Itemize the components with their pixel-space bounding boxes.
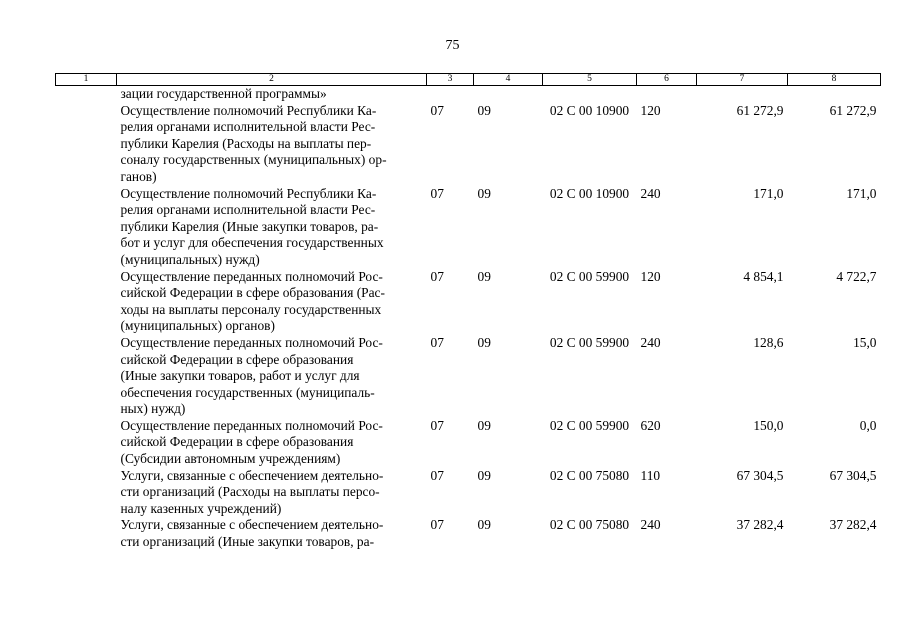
amount-plan: 150,0 [753,417,784,433]
row-number-cell [56,418,117,468]
expense-type: 120 [640,102,661,118]
item-name-line: Осуществление полномочий Республики Ка- [120,102,377,118]
section-code: 07 [430,417,444,433]
item-name [117,269,427,335]
amount-plan: 4 854,1 [743,268,784,284]
item-name-line: сийской Федерации в сфере образования (Рас- [120,285,385,301]
item-name-line: сти организаций (Иные закупки товаров, ра- [120,534,375,550]
item-name [117,517,427,550]
section-code: 07 [430,185,444,201]
amount-approved: 61 272,9 [829,102,877,118]
item-name-line: налу казенных учреждений) [120,500,282,516]
expense-type: 240 [640,185,661,201]
expense-type: 620 [640,417,661,433]
section-code: 07 [430,268,444,284]
target-article: 02 С 00 10900 [549,102,630,118]
expense-type: 240 [640,334,661,350]
item-name-line: (Субсидии автономным учреждениям) [120,451,341,467]
section-code: 07 [430,517,444,533]
item-name-line: сийской Федерации в сфере образования [120,434,354,450]
row-number-cell [56,269,117,335]
row-number-cell [56,335,117,418]
subsection-code: 09 [477,185,491,201]
item-name-line: Осуществление переданных полномочий Рос- [120,268,383,284]
target-article: 02 С 00 10900 [549,185,630,201]
amount-plan: 171,0 [753,185,784,201]
amount-plan: 128,6 [753,334,784,350]
subsection-code: 09 [477,334,491,350]
row-number-cell [56,186,117,269]
amount-approved: 4 722,7 [836,268,877,284]
section-code: 07 [430,467,444,483]
amount-approved: 15,0 [853,334,877,350]
item-name [117,186,427,269]
amount-plan: 67 304,5 [736,467,784,483]
subsection-code: 09 [477,102,491,118]
expense-type: 110 [640,467,661,483]
item-name-line: сти организаций (Расходы на выплаты персо- [120,484,380,500]
table-row [56,335,881,418]
carryover-row [56,86,881,103]
table-row [56,517,881,550]
expense-type: 240 [640,517,661,533]
item-name-line: (муниципальных) органов) [120,318,275,334]
column-header-4: 4 [474,74,543,86]
item-name-line: Осуществление переданных полномочий Рос- [120,417,383,433]
item-name-line: ганов) [120,168,157,184]
column-header-1: 1 [56,74,117,86]
row-number-cell [56,517,117,550]
column-header-2: 2 [117,74,427,86]
column-header-8: 8 [788,74,881,86]
item-name-line: сийской Федерации в сфере образования [120,351,354,367]
item-name-line: обеспечения государственных (муниципаль- [120,384,375,400]
table-body [56,86,881,551]
budget-table [55,73,881,551]
section-code: 07 [430,334,444,350]
table-row [56,186,881,269]
item-name [117,418,427,468]
item-name-line: релия органами исполнительной власти Рес- [120,202,376,218]
item-name [117,335,427,418]
item-name-line: Услуги, связанные с обеспечением деятельно- [120,467,384,483]
table-row [56,418,881,468]
column-header-6: 6 [637,74,697,86]
amount-plan: 61 272,9 [736,102,784,118]
item-name-line: (муниципальных) нужд) [120,251,260,267]
table-row [56,103,881,186]
item-name-line: ходы на выплаты персоналу государственных [120,301,382,317]
column-header-5: 5 [543,74,637,86]
target-article: 02 С 00 75080 [549,517,630,533]
item-name-line: ных) нужд) [120,401,186,417]
row-number-cell [56,103,117,186]
section-code: 07 [430,102,444,118]
subsection-code: 09 [477,268,491,284]
subsection-code: 09 [477,417,491,433]
item-name-line: Услуги, связанные с обеспечением деятельно- [120,517,384,533]
item-name-line: (Иные закупки товаров, работ и услуг для [120,368,360,384]
subsection-code: 09 [477,517,491,533]
amount-approved: 37 282,4 [829,517,877,533]
table-row [56,468,881,518]
column-header-3: 3 [427,74,474,86]
table-row [56,269,881,335]
carryover-text: зации государственной программы» [120,86,327,101]
page-number: 75 [445,38,460,53]
amount-approved: 0,0 [859,417,877,433]
item-name-line: публики Карелия (Иные закупки товаров, ра- [120,218,379,234]
column-header-7: 7 [697,74,788,86]
expense-type: 120 [640,268,661,284]
item-name [117,468,427,518]
target-article: 02 С 00 59900 [549,268,630,284]
item-name-line: Осуществление переданных полномочий Рос- [120,334,383,350]
row-number-cell [56,468,117,518]
amount-approved: 67 304,5 [829,467,877,483]
target-article: 02 С 00 75080 [549,467,630,483]
column-number-header-row [56,74,881,86]
target-article: 02 С 00 59900 [549,417,630,433]
amount-approved: 171,0 [846,185,877,201]
amount-plan: 37 282,4 [736,517,784,533]
item-name-line: бот и услуг для обеспечения государственных [120,235,384,251]
item-name-line: соналу государственных (муниципальных) ор- [120,152,387,168]
item-name-line: публики Карелия (Расходы на выплаты пер- [120,135,372,151]
item-name [117,103,427,186]
subsection-code: 09 [477,467,491,483]
item-name-line: Осуществление полномочий Республики Ка- [120,185,377,201]
item-name-line: релия органами исполнительной власти Рес- [120,119,376,135]
target-article: 02 С 00 59900 [549,334,630,350]
